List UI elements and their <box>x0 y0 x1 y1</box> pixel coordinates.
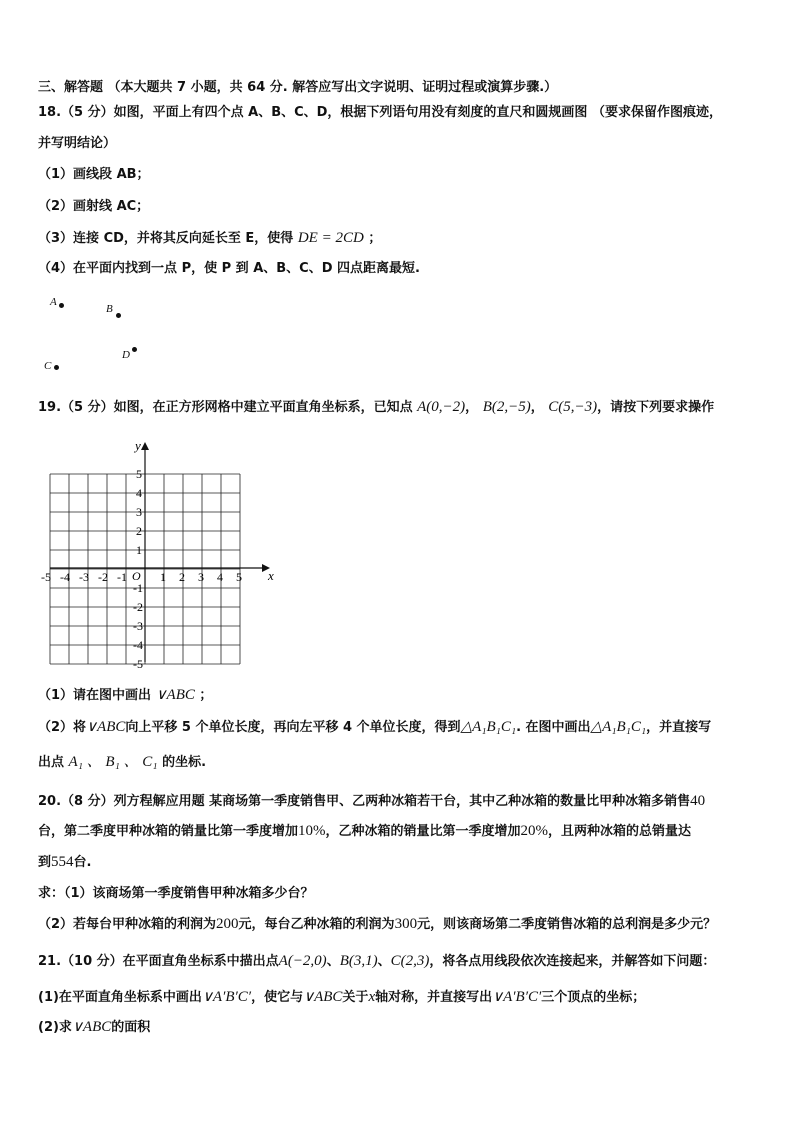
q19-item2-tri1: △A₁B₁C₁ <box>460 719 517 735</box>
q19-point-a: A(0,−2) <box>417 399 466 415</box>
q21-s1: 、 <box>326 954 340 969</box>
q18-item1: （1）画线段 AB； <box>38 167 150 182</box>
q19-item2-d: ，并直接写 <box>646 720 712 735</box>
point-label-c: C <box>44 360 52 372</box>
q20-l3-num: 554 <box>51 854 74 870</box>
y-tick-label: 3 <box>136 505 142 519</box>
q20-ask2c: 元，则该商场第二季度销售冰箱的总利润是多少元？ <box>417 917 717 932</box>
point-label-a: A <box>50 296 57 308</box>
x-tick-label: 5 <box>236 570 242 584</box>
q18-stem-line1: 18.（5 分）如图，平面上有四个点 A、B、C、D，根据下列语句用没有刻度的直尺和圆规画图 （要求保留作图痕迹， <box>38 105 722 120</box>
x-tick-label: 3 <box>198 570 204 584</box>
q21-item1 <box>38 988 645 1007</box>
y-tick-label: 5 <box>136 467 142 481</box>
q21-i1-x: x <box>368 989 376 1005</box>
point-label-d: D <box>122 349 130 361</box>
point-a-dot <box>59 303 64 308</box>
q20-ask2-n1: 200 <box>216 916 239 932</box>
q21-point-b: B(3,1) <box>339 953 378 969</box>
point-d-dot <box>132 347 137 352</box>
x-tick-label: -4 <box>60 570 70 584</box>
y-tick-label: 1 <box>136 543 142 557</box>
q19-item2-a: （2）将 <box>38 720 87 735</box>
point-b-dot <box>116 313 121 318</box>
q21-i1b: ，使它与 <box>251 990 304 1005</box>
q21-line1 <box>38 952 715 971</box>
q21-i1e: 三个顶点的坐标； <box>541 990 646 1005</box>
y-tick-label: -1 <box>133 581 143 595</box>
q19-item2-line1 <box>38 718 711 737</box>
x-tick-label: -3 <box>79 570 89 584</box>
q18-item3-end: ； <box>368 231 382 246</box>
q19-sep2: ， <box>530 400 544 415</box>
x-tick-label: 4 <box>217 570 223 584</box>
q19-item1-formula: ∨ABC <box>155 687 195 703</box>
x-tick-label: -5 <box>41 570 51 584</box>
q21-i1a: (1)在平面直角坐标系中画出 <box>38 990 202 1005</box>
q18-item3 <box>38 229 381 248</box>
q21-i2b: 的面积 <box>111 1020 151 1035</box>
q20-l2b: ，乙种冰箱的销量比第一季度增加 <box>325 824 521 839</box>
y-axis-arrow <box>141 442 149 450</box>
y-tick-label: 4 <box>136 486 142 500</box>
q20-l3a: 到 <box>38 855 52 870</box>
q19-item2-line2 <box>38 753 206 772</box>
q20-l1-num: 40 <box>690 793 706 809</box>
x-tick-label: 2 <box>179 570 185 584</box>
q20-l1-text: 20.（8 分）列方程解应用题 某商场第一季度销售甲、乙两种冰箱若干台，其中乙种冰箱的数量比甲种冰箱多销售 <box>38 794 691 809</box>
q21-s2: 、 <box>377 954 391 969</box>
section-header: 三、解答题 （本大题共 7 小题，共 64 分. 解答应写出文字说明、证明过程或演算步骤.） <box>38 80 558 95</box>
q20-pct1: 10% <box>298 823 326 839</box>
q20-l2a: 台，第二季度甲种冰箱的销量比第一季度增加 <box>38 824 299 839</box>
q21-i1c: 关于 <box>342 990 369 1005</box>
y-tick-label: -4 <box>133 638 143 652</box>
q19-item2-b: 向上平移 5 个单位长度，再向左平移 4 个单位长度，得到 <box>125 720 461 735</box>
q18-item3-formula: DE = 2CD <box>297 230 364 246</box>
q20-pct2: 20% <box>520 823 549 839</box>
q19-item2-c: . 在图中画出 <box>516 720 591 735</box>
q19-item1-end: ； <box>199 688 213 703</box>
y-tick-label: -2 <box>133 600 143 614</box>
q19-stem-text: 19.（5 分）如图，在正方形网格中建立平面直角坐标系，已知点 <box>38 400 413 415</box>
q21-i2-tri: ∨ABC <box>71 1019 112 1035</box>
q19-item2-points: A₁ 、 B₁ 、 C₁ <box>68 754 158 770</box>
x-tick-label: -2 <box>98 570 108 584</box>
q20-line3 <box>38 853 91 872</box>
q20-l2c: ，且两种冰箱的总销量达 <box>548 824 692 839</box>
q19-stem <box>38 398 714 417</box>
q21-i1-tri: ∨A′B′C′ <box>201 989 252 1005</box>
coordinate-grid <box>40 438 280 670</box>
q21-point-c: C(2,3) <box>390 953 430 969</box>
point-c-dot <box>54 365 59 370</box>
q19-item2-tri: ∨ABC <box>86 719 126 735</box>
q20-line1 <box>38 792 705 811</box>
q21-i1d: 轴对称，并直接写出 <box>375 990 493 1005</box>
q18-stem-line2: 并写明结论） <box>38 136 117 151</box>
q20-ask2-n2: 300 <box>394 916 418 932</box>
y-tick-label: -3 <box>133 619 143 633</box>
q21-i1-tri2: ∨ABC <box>303 989 343 1005</box>
q19-stem-end: ，请按下列要求操作 <box>597 400 715 415</box>
q20-l3b: 台. <box>73 855 92 870</box>
q19-item1-text: （1）请在图中画出 <box>38 688 152 703</box>
x-tick-label: -1 <box>117 570 127 584</box>
x-axis-label: x <box>268 568 274 583</box>
x-tick-label: 1 <box>160 570 166 584</box>
q19-item2-tri2: △A₁B₁C₁ <box>590 719 647 735</box>
q20-ask2 <box>38 915 716 934</box>
y-tick-label: 2 <box>136 524 142 538</box>
y-tick-label: -5 <box>133 657 143 670</box>
y-axis-label: y <box>135 438 141 453</box>
q18-item2: （2）画射线 AC； <box>38 199 150 214</box>
q21-item2 <box>38 1018 150 1037</box>
q20-line2 <box>38 822 691 841</box>
q19-sep1: ， <box>465 400 479 415</box>
q19-item1 <box>38 686 212 705</box>
q18-item3-text: （3）连接 CD，并将其反向延长至 E，使得 <box>38 231 294 246</box>
q20-ask2b: 元，每台乙种冰箱的利润为 <box>238 917 395 932</box>
q19-point-c: C(5,−3) <box>548 399 598 415</box>
q21-l1a: 21.（10 分）在平面直角坐标系中描出点 <box>38 954 279 969</box>
q20-ask1: 求：（1）该商场第一季度销售甲种冰箱多少台？ <box>38 886 314 901</box>
q20-ask2a: （2）若每台甲种冰箱的利润为 <box>38 917 217 932</box>
q21-point-a: A(−2,0) <box>278 953 327 969</box>
origin-label: O <box>132 569 141 583</box>
q18-item4: （4）在平面内找到一点 P，使 P 到 A、B、C、D 四点距离最短. <box>38 261 420 276</box>
q21-l1b: ，将各点用线段依次连接起来，并解答如下问题： <box>429 954 716 969</box>
q21-i2a: (2)求 <box>38 1020 72 1035</box>
q21-i1-tri3: ∨A′B′C′ <box>492 989 542 1005</box>
q19-item2-l2b: 的坐标. <box>162 755 207 770</box>
q19-item2-l2a: 出点 <box>38 755 65 770</box>
q19-point-b: B(2,−5) <box>482 399 531 415</box>
point-label-b: B <box>106 303 113 315</box>
